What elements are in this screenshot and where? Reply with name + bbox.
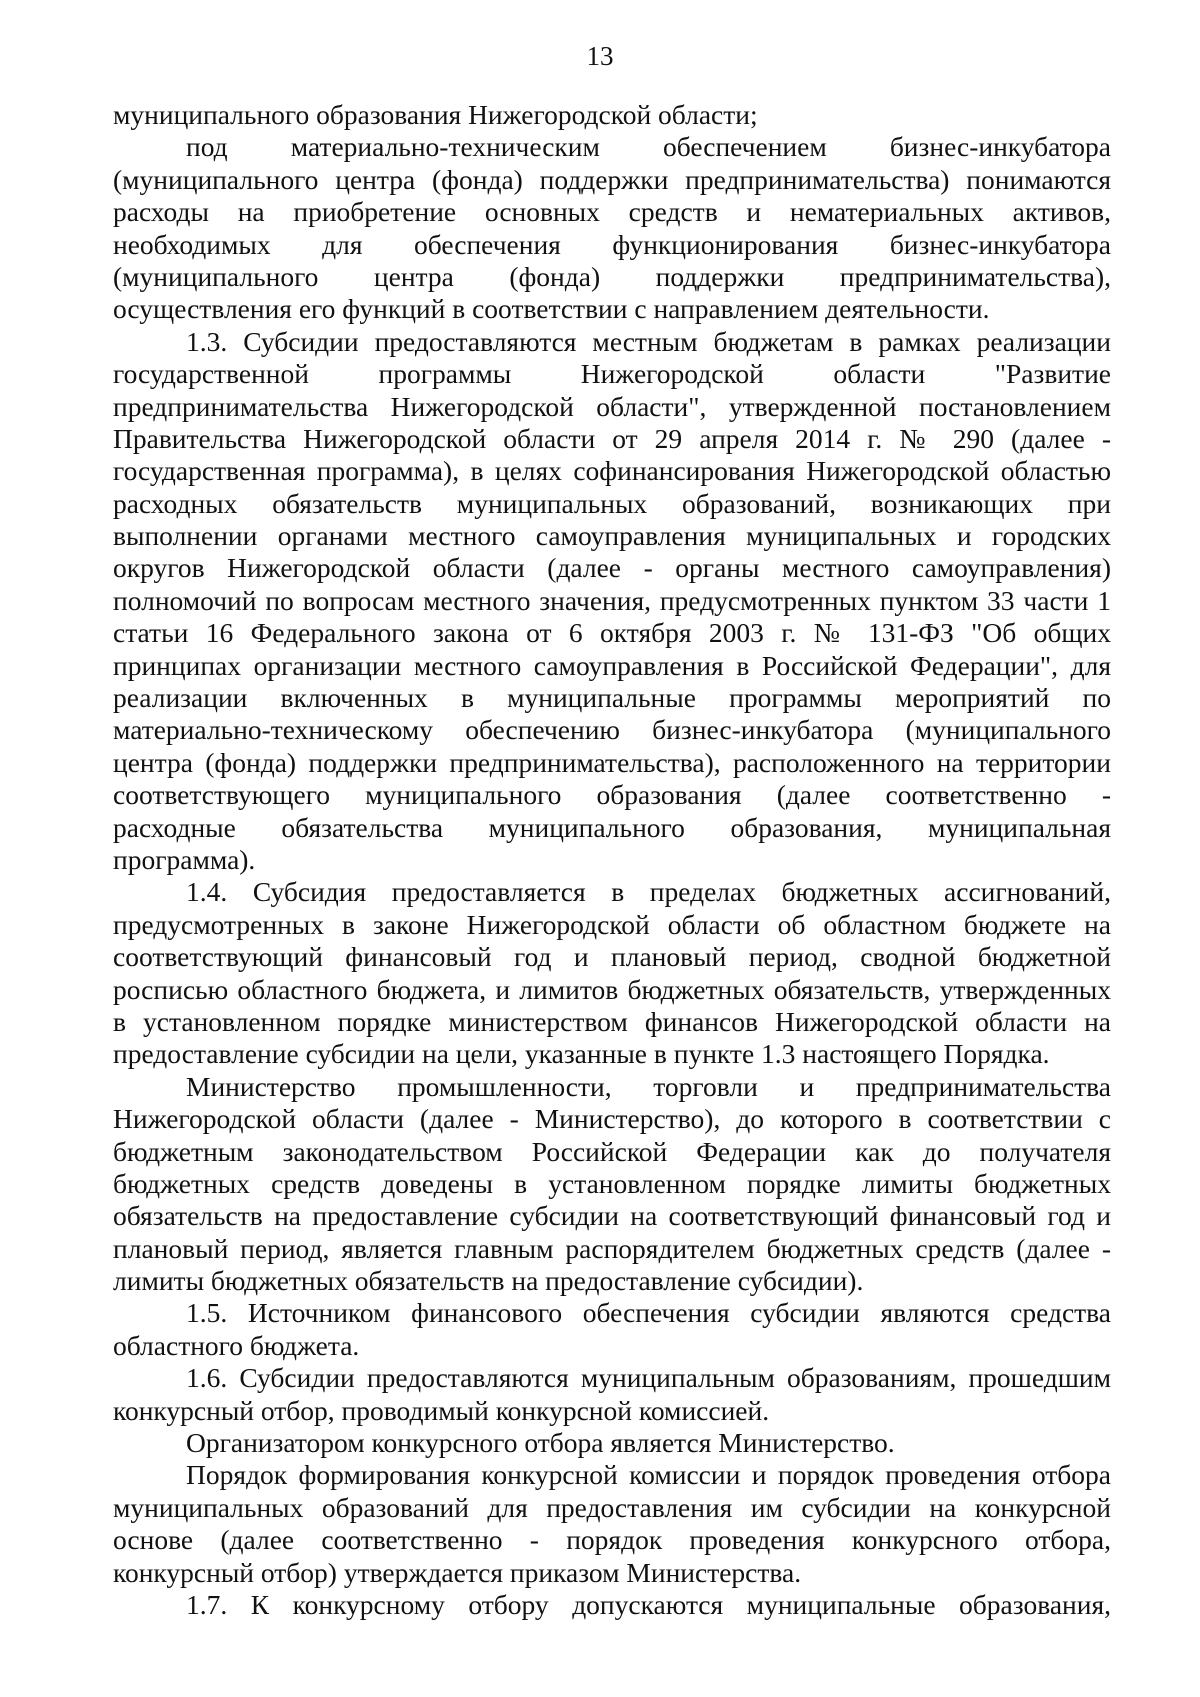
text-line: осуществления его функций в соответствии с направлением деятельности. — [113, 293, 990, 325]
text-line: предпринимательства Нижегородской области", утвержденной постановлением — [113, 390, 1111, 422]
document-body — [113, 99, 1111, 1621]
text-line: необходимых для обеспечения функционирования бизнес-инкубатора — [113, 228, 1111, 260]
text-line: статьи 16 Федерального закона от 6 октября 2003 г. № 131-ФЗ "Об общих — [113, 617, 1111, 649]
text-line: областного бюджета. — [113, 1329, 360, 1361]
text-line: Порядок формирования конкурсной комиссии и порядок проведения отбора — [186, 1459, 1111, 1491]
text-line: 1.6. Субсидии предоставляются муниципальным образованиям, прошедшим — [186, 1362, 1111, 1394]
text-line: Организатором конкурсного отбора является Министерство. — [186, 1427, 895, 1459]
text-line: программа). — [113, 843, 256, 875]
text-line: бюджетных средств доведены в установленном порядке лимиты бюджетных — [113, 1167, 1111, 1199]
text-line: основе (далее соответственно - порядок проведения конкурсного отбора, — [113, 1524, 1111, 1556]
text-line: реализации включенных в муниципальные программы мероприятий по — [113, 682, 1111, 714]
text-line: конкурсный отбор, проводимый конкурсной комиссией. — [113, 1394, 770, 1426]
text-line: (муниципального центра (фонда) поддержки предпринимательства), — [113, 260, 1111, 292]
text-line: полномочий по вопросам местного значения, предусмотренных пунктом 33 части 1 — [113, 584, 1111, 616]
text-line: муниципального образования Нижегородской области; — [113, 99, 758, 130]
text-line: 1.7. К конкурсному отбору допускаются муниципальные образования, — [186, 1588, 1111, 1620]
text-line: (муниципального центра (фонда) поддержки предпринимательства) понимаются — [113, 163, 1111, 195]
text-line: расходных обязательств муниципальных образований, возникающих при — [113, 487, 1111, 519]
text-line: 1.3. Субсидии предоставляются местным бюджетам в рамках реализации — [186, 325, 1111, 357]
text-line: центра (фонда) поддержки предпринимательства), расположенного на территории — [113, 746, 1111, 778]
text-line: 1.4. Субсидия предоставляется в пределах бюджетных ассигнований, — [186, 876, 1111, 908]
text-line: соответствующего муниципального образования (далее соответственно - — [113, 779, 1111, 811]
text-line: предоставление субсидии на цели, указанные в пункте 1.3 настоящего Порядка. — [113, 1038, 1050, 1070]
text-line: под материально-техническим обеспечением бизнес-инкубатора — [186, 131, 1111, 163]
text-line: конкурсный отбор) утверждается приказом Министерства. — [113, 1556, 802, 1588]
text-line: предусмотренных в законе Нижегородской области об областном бюджете на — [113, 908, 1111, 940]
text-line: обязательств на предоставление субсидии на соответствующий финансовый год и — [113, 1200, 1111, 1232]
text-line: округов Нижегородской области (далее - органы местного самоуправления) — [113, 552, 1111, 584]
text-line: Министерство промышленности, торговли и предпринимательства — [186, 1070, 1111, 1102]
text-line: выполнении органами местного самоуправления муниципальных и городских — [113, 520, 1111, 552]
page-number: 13 — [586, 41, 614, 71]
text-line: расходы на приобретение основных средств и нематериальных активов, — [113, 196, 1111, 228]
text-line: муниципальных образований для предоставления им субсидии на конкурсной — [113, 1491, 1111, 1523]
text-line: плановый период, является главным распорядителем бюджетных средств (далее - — [113, 1232, 1111, 1264]
text-line: Правительства Нижегородской области от 29 апреля 2014 г. № 290 (далее - — [113, 422, 1111, 454]
text-line: росписью областного бюджета, и лимитов бюджетных обязательств, утвержденных — [113, 973, 1111, 1005]
text-line: 1.5. Источником финансового обеспечения субсидии являются средства — [186, 1297, 1111, 1329]
text-line: принципах организации местного самоуправления в Российской Федерации", для — [113, 649, 1111, 681]
text-line: в установленном порядке министерством финансов Нижегородской области на — [113, 1005, 1111, 1037]
text-line: государственная программа), в целях софинансирования Нижегородской областью — [113, 455, 1111, 487]
text-line: бюджетным законодательством Российской Федерации как до получателя — [113, 1135, 1111, 1167]
text-line: государственной программы Нижегородской области "Развитие — [113, 358, 1111, 390]
text-line: лимиты бюджетных обязательств на предоставление субсидии). — [113, 1265, 864, 1297]
text-line: соответствующий финансовый год и плановый период, сводной бюджетной — [113, 941, 1111, 973]
text-line: расходные обязательства муниципального образования, муниципальная — [113, 811, 1111, 843]
text-line: материально-техническому обеспечению бизнес-инкубатора (муниципального — [113, 714, 1111, 746]
text-line: Нижегородской области (далее - Министерство), до которого в соответствии с — [113, 1103, 1111, 1135]
